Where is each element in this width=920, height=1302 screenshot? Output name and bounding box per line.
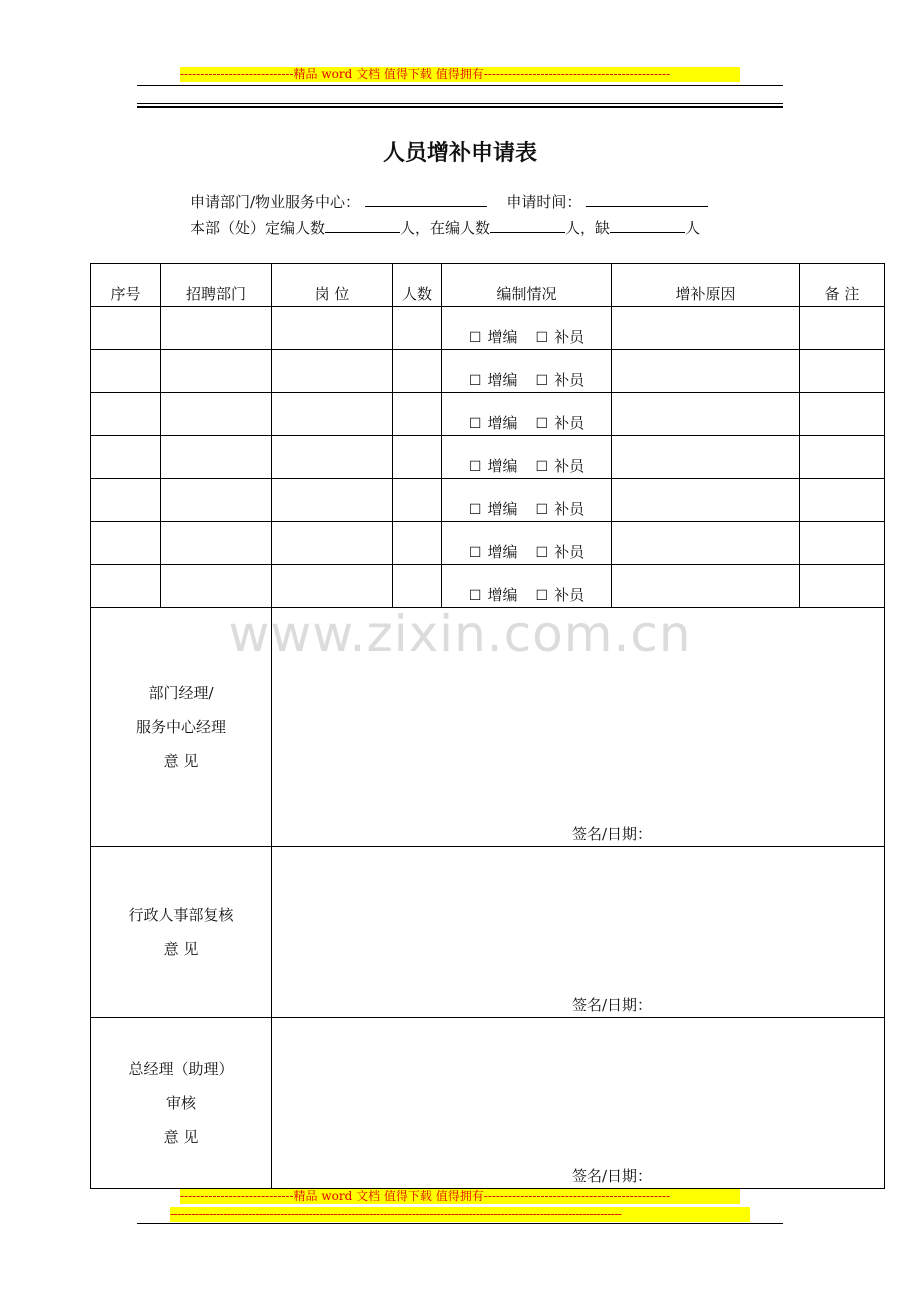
checkbox-label: 补员: [554, 586, 585, 604]
approval-label-line: 服务中心经理: [135, 718, 226, 736]
footer-rule: [137, 1223, 783, 1224]
approval-label-line: 部门经理/: [148, 684, 214, 702]
checkbox-label: 补员: [554, 414, 585, 432]
checkbox-icon[interactable]: ☐: [468, 459, 482, 475]
option-replacement[interactable]: [536, 586, 585, 604]
cell-count[interactable]: [393, 522, 442, 565]
checkbox-label: 增编: [487, 500, 518, 518]
cell-remarks[interactable]: [800, 522, 885, 565]
cell-department[interactable]: [161, 479, 272, 522]
cell-count[interactable]: [393, 307, 442, 350]
cell-remarks[interactable]: [800, 350, 885, 393]
checkbox-label: 补员: [554, 500, 585, 518]
headcount-prefix: 本部（处）定编人数: [190, 219, 326, 237]
option-add-establishment[interactable]: [469, 586, 518, 604]
cell-establishment: [442, 522, 612, 565]
cell-remarks[interactable]: [800, 307, 885, 350]
approval-label-manager: [91, 608, 272, 847]
cell-position[interactable]: [272, 565, 393, 608]
checkbox-icon[interactable]: ☐: [468, 502, 482, 518]
checkbox-icon[interactable]: ☐: [468, 416, 482, 432]
cell-reason[interactable]: [612, 522, 800, 565]
current-headcount-field[interactable]: [490, 217, 565, 233]
checkbox-label: 增编: [487, 457, 518, 475]
cell-position[interactable]: [272, 436, 393, 479]
checkbox-label: 补员: [554, 457, 585, 475]
cell-count[interactable]: [393, 479, 442, 522]
option-replacement[interactable]: [536, 371, 585, 389]
approval-row-2: [91, 847, 885, 1018]
option-replacement[interactable]: [536, 414, 585, 432]
approval-label-gm: [91, 1018, 272, 1189]
table-row: [91, 350, 885, 393]
header-remarks: 备 注: [800, 264, 885, 307]
cell-establishment: [442, 393, 612, 436]
table-row: [91, 522, 885, 565]
cell-count[interactable]: [393, 565, 442, 608]
checkbox-icon[interactable]: ☐: [535, 459, 549, 475]
table-row: [91, 307, 885, 350]
shortage-field[interactable]: [610, 217, 685, 233]
header-rule-double-2: [137, 106, 783, 108]
cell-remarks[interactable]: [800, 479, 885, 522]
cell-remarks[interactable]: [800, 436, 885, 479]
checkbox-icon[interactable]: ☐: [468, 373, 482, 389]
cell-position[interactable]: [272, 350, 393, 393]
meta-line-2: [190, 217, 700, 238]
cell-position[interactable]: [272, 522, 393, 565]
cell-seq[interactable]: [91, 479, 161, 522]
option-add-establishment[interactable]: [469, 457, 518, 475]
checkbox-label: 增编: [487, 586, 518, 604]
cell-reason[interactable]: [612, 436, 800, 479]
header-count: 人数: [393, 264, 442, 307]
approval-label-line: 行政人事部复核: [128, 906, 234, 924]
footer-banner: ----------------------------精品 word 文档 值得下载 值得拥有----------------------------------------------: [180, 1189, 740, 1204]
header-seq: 序号: [91, 264, 161, 307]
cell-seq[interactable]: [91, 522, 161, 565]
footer-banner-dashes: -------------------------------------------------------------------------------------------------------------------------------: [170, 1207, 750, 1222]
checkbox-icon[interactable]: ☐: [535, 416, 549, 432]
date-field[interactable]: [586, 191, 708, 207]
cell-seq[interactable]: [91, 565, 161, 608]
cell-establishment: [442, 436, 612, 479]
header-banner: ----------------------------精品 word 文档 值得下载 值得拥有----------------------------------------------: [180, 67, 740, 82]
checkbox-label: 增编: [487, 328, 518, 346]
header-department: 招聘部门: [161, 264, 272, 307]
checkbox-label: 增编: [487, 414, 518, 432]
header-position: 岗 位: [272, 264, 393, 307]
cell-position[interactable]: [272, 307, 393, 350]
cell-establishment: [442, 350, 612, 393]
option-replacement[interactable]: [536, 328, 585, 346]
cell-seq[interactable]: [91, 350, 161, 393]
cell-reason[interactable]: [612, 565, 800, 608]
cell-establishment: [442, 307, 612, 350]
cell-department[interactable]: [161, 307, 272, 350]
headcount-mid2: 人，缺: [565, 219, 611, 237]
checkbox-label: 补员: [554, 328, 585, 346]
approval-row-1: [91, 608, 885, 847]
checkbox-icon[interactable]: ☐: [535, 545, 549, 561]
request-table: [90, 263, 885, 1189]
option-add-establishment[interactable]: [469, 328, 518, 346]
cell-establishment: [442, 565, 612, 608]
approval-label-line: 意 见: [163, 940, 199, 958]
cell-establishment: [442, 479, 612, 522]
cell-reason[interactable]: [612, 350, 800, 393]
cell-seq[interactable]: [91, 436, 161, 479]
page-title: 人员增补申请表: [382, 141, 537, 166]
cell-reason[interactable]: [612, 307, 800, 350]
cell-remarks[interactable]: [800, 393, 885, 436]
cell-department[interactable]: [161, 393, 272, 436]
cell-count[interactable]: [393, 350, 442, 393]
cell-count[interactable]: [393, 436, 442, 479]
checkbox-icon[interactable]: ☐: [535, 330, 549, 346]
checkbox-label: 增编: [487, 543, 518, 561]
checkbox-icon[interactable]: ☐: [535, 502, 549, 518]
option-replacement[interactable]: [536, 500, 585, 518]
date-label: 申请时间：: [506, 193, 582, 211]
header-reason: 增补原因: [612, 264, 800, 307]
header-rule-thin: [137, 85, 783, 86]
fixed-headcount-field[interactable]: [325, 217, 400, 233]
approval-label-line: 总经理（助理）: [128, 1060, 234, 1078]
approval-opinion-gm[interactable]: [272, 1018, 885, 1189]
approval-opinion-hr[interactable]: [272, 847, 885, 1018]
header-rule-double-1: [137, 103, 783, 104]
department-label: 申请部门/物业服务中心：: [190, 193, 361, 211]
checkbox-icon[interactable]: ☐: [468, 588, 482, 604]
option-replacement[interactable]: [536, 543, 585, 561]
approval-opinion-manager[interactable]: [272, 608, 885, 847]
cell-reason[interactable]: [612, 393, 800, 436]
signature-date-label: 签名/日期：: [572, 1167, 653, 1185]
cell-remarks[interactable]: [800, 565, 885, 608]
table-header-row: [91, 264, 885, 307]
cell-department[interactable]: [161, 350, 272, 393]
cell-seq[interactable]: [91, 307, 161, 350]
headcount-suffix: 人: [685, 219, 701, 237]
table-row: [91, 436, 885, 479]
cell-position[interactable]: [272, 479, 393, 522]
approval-label-line: 审核: [165, 1094, 196, 1112]
approval-label-hr: [91, 847, 272, 1018]
checkbox-icon[interactable]: ☐: [468, 330, 482, 346]
option-add-establishment[interactable]: [469, 543, 518, 561]
option-replacement[interactable]: [536, 457, 585, 475]
option-add-establishment[interactable]: [469, 414, 518, 432]
headcount-mid: 人，在编人数: [400, 219, 491, 237]
approval-label-line: 意 见: [163, 752, 199, 770]
cell-department[interactable]: [161, 565, 272, 608]
signature-date-label: 签名/日期：: [572, 825, 653, 843]
cell-department[interactable]: [161, 436, 272, 479]
cell-seq[interactable]: [91, 393, 161, 436]
checkbox-icon[interactable]: ☐: [468, 545, 482, 561]
cell-position[interactable]: [272, 393, 393, 436]
checkbox-label: 增编: [487, 371, 518, 389]
approval-row-3: [91, 1018, 885, 1189]
table-row: [91, 565, 885, 608]
checkbox-label: 补员: [554, 543, 585, 561]
cell-department[interactable]: [161, 522, 272, 565]
checkbox-icon[interactable]: ☐: [535, 588, 549, 604]
option-add-establishment[interactable]: [469, 500, 518, 518]
cell-reason[interactable]: [612, 479, 800, 522]
table-row: [91, 479, 885, 522]
approval-label-line: 意 见: [163, 1128, 199, 1146]
department-field[interactable]: [365, 191, 487, 207]
header-establishment: 编制情况: [442, 264, 612, 307]
cell-count[interactable]: [393, 393, 442, 436]
watermark-text: www.zixin.com.cn: [228, 605, 692, 663]
table-row: [91, 393, 885, 436]
signature-date-label: 签名/日期：: [572, 996, 653, 1014]
option-add-establishment[interactable]: [469, 371, 518, 389]
meta-line-1: [190, 191, 708, 212]
checkbox-label: 补员: [554, 371, 585, 389]
checkbox-icon[interactable]: ☐: [535, 373, 549, 389]
table-body: [91, 307, 885, 608]
